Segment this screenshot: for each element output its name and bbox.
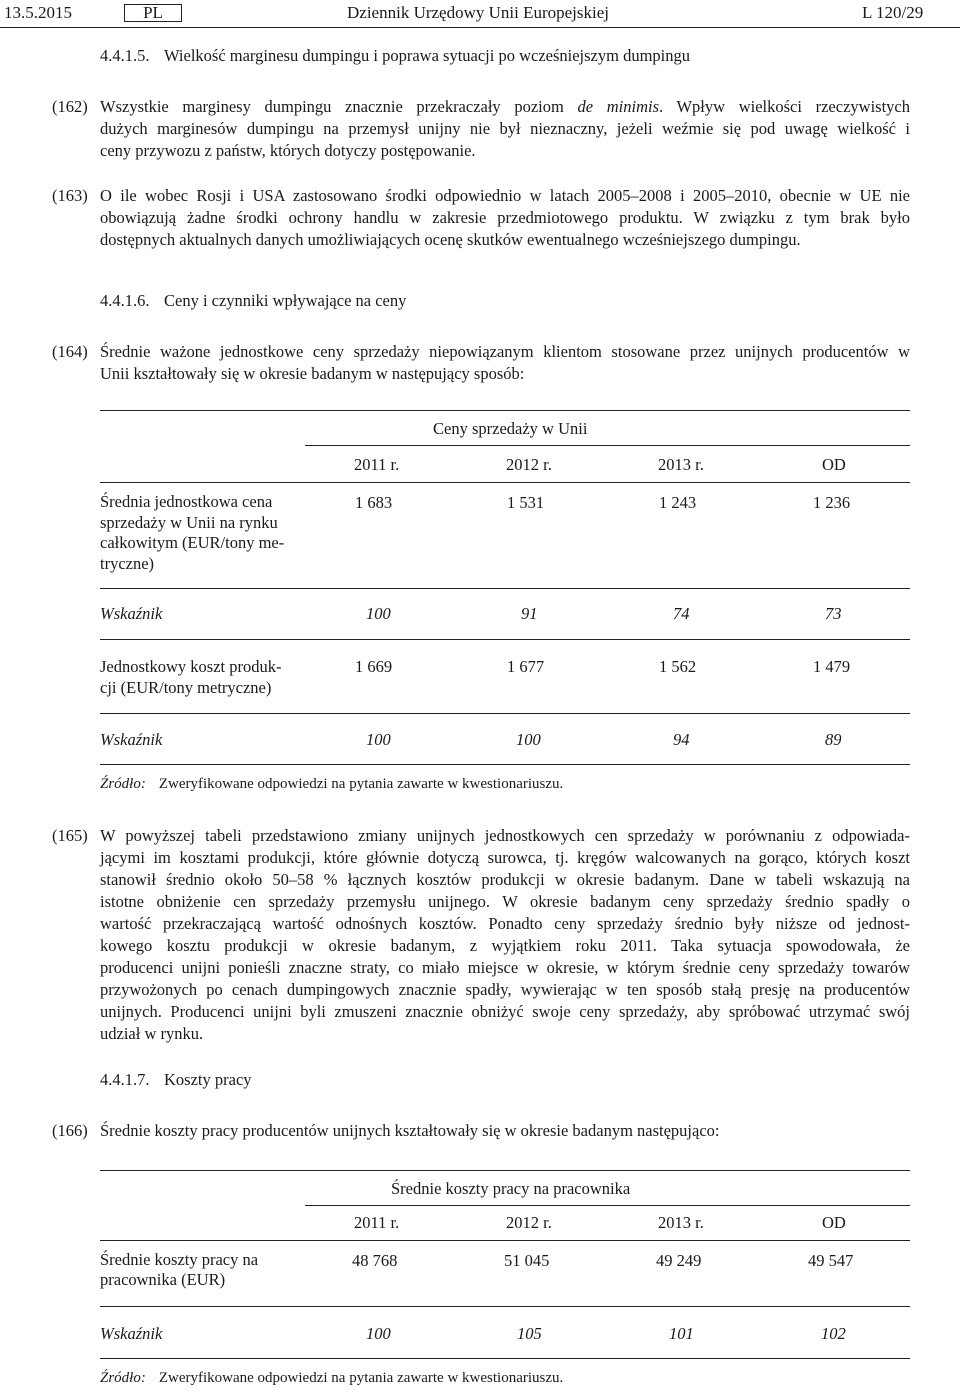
text-line: W powyższej tabeli przedstawiono zmiany unijnych jednostkowych cen sprzedaży w porównaniu z odpowiada- [100, 826, 910, 845]
label-line: Średnia jednostkowa cena [100, 492, 273, 511]
table-rule-caption [305, 445, 910, 446]
table-rule-top [100, 1170, 910, 1171]
text-line: jącymi im kosztami produkcji, które głównie dotyczą surowca, tj. kręgów walcowanych na gorąco, których koszt [100, 848, 910, 867]
column-header: OD [822, 1213, 846, 1232]
text-line [100, 96, 910, 118]
section-number: 4.4.1.5. [100, 46, 150, 65]
table-rule-caption [305, 1205, 910, 1206]
paragraph-number: (165) [52, 826, 88, 845]
paragraph-164 [52, 341, 910, 385]
text-line: ceny przywozu z państw, których dotyczy postępowanie. [100, 141, 476, 160]
column-header: 2012 r. [506, 455, 552, 474]
table-cell: 49 249 [656, 1251, 702, 1270]
text-line: istotne obniżenie cen sprzedaży przemysłu unijnego. W okresie badanym ceny sprzedaży średnio spadły o [100, 892, 910, 911]
table-cell: 94 [673, 730, 690, 749]
table-rule-bottom [100, 764, 910, 765]
paragraph-text [100, 96, 910, 162]
table-cell: 100 [366, 604, 391, 623]
table-cell: 1 479 [813, 657, 851, 676]
section-heading-4-4-1-6 [100, 290, 406, 312]
table-rule-top [100, 410, 910, 411]
section-heading-4-4-1-7 [100, 1069, 252, 1091]
header-date: 13.5.2015 [4, 3, 72, 22]
table-cell: 91 [521, 604, 538, 623]
table-cell: 100 [366, 1324, 391, 1343]
table-cell: 102 [821, 1324, 846, 1343]
text-line: kowego kosztu produkcji w okresie badanym, z wyjątkiem roku 2011. Taka sytuacja spowodowała, że [100, 936, 910, 955]
text-run: Wszystkie marginesy dumpingu znacznie przekraczały poziom [100, 97, 578, 116]
section-heading-4-4-1-5 [100, 45, 690, 67]
source-text: Zweryfikowane odpowiedzi na pytania zawarte w kwestionariuszu. [158, 776, 564, 792]
section-number: 4.4.1.7. [100, 1070, 150, 1089]
text-line: Unii kształtowały się w okresie badanym w następujący sposób: [100, 364, 525, 383]
header-rule [0, 27, 960, 28]
row-label [100, 1250, 258, 1290]
label-line: całkowitym (EUR/tony me- [100, 533, 285, 552]
table-rule-bottom [100, 1358, 910, 1359]
table-cell: 1 562 [659, 657, 697, 676]
table-cell: 105 [517, 1324, 542, 1343]
header-lang-badge [124, 0, 182, 26]
text-line: wartość przekraczającą wartość odnośnych kosztów. Ponadto ceny sprzedaży średnio były niższe od jednost- [100, 914, 910, 933]
column-header: 2013 r. [658, 1213, 704, 1232]
row-label: Wskaźnik [100, 730, 163, 749]
paragraph-number: (163) [52, 186, 88, 205]
italic-term: de minimis [577, 97, 659, 116]
table-rule-row [100, 639, 910, 640]
label-line: cji (EUR/tony metryczne) [100, 678, 272, 697]
text-line: obowiązują żadne środki ochrony handlu w zakresie przedmiotowego produktu. W związku z tym brak było [100, 208, 910, 227]
paragraph-text [100, 825, 910, 1045]
table-source [100, 773, 563, 795]
table-rule-header [100, 482, 910, 483]
table-source [100, 1367, 563, 1389]
table-cell: 100 [366, 730, 391, 749]
text-line: dostępnych aktualnych danych umożliwiających ocenę skutków ewentualnego wcześniejszego dumpingu. [100, 230, 801, 249]
text-line: stanowił średnio około 50–58 % łącznych kosztów produkcji w okresie badanym. Dane w tabeli wskazują na [100, 870, 910, 889]
text-line: udział w rynku. [100, 1024, 204, 1043]
text-line: producenci unijni ponieśli znaczne straty, co miało miejsce w okresie, w którym średnie ceny sprzedaży towarów [100, 958, 910, 977]
table-cell: 1 677 [507, 657, 545, 676]
table-cell: 1 531 [507, 493, 545, 512]
row-label: Wskaźnik [100, 1324, 163, 1343]
paragraph-162 [52, 96, 910, 162]
column-header: 2011 r. [354, 1213, 400, 1232]
table-rule-row [100, 588, 910, 589]
table-cell: 48 768 [352, 1251, 398, 1270]
table-cell: 1 669 [355, 657, 393, 676]
text-line: przywożonych po cenach dumpingowych znacznie spadły, wywierając w ten sposób stałą presję na producentów [100, 980, 910, 999]
text-line: Średnie ważone jednostkowe ceny sprzedaży niepowiązanym klientom stosowane przez unijnych producentów w [100, 342, 910, 361]
text-line: Średnie koszty pracy producentów unijnych kształtowały się w okresie badanym następująco: [100, 1121, 720, 1140]
lang-box: PL [124, 4, 182, 22]
paragraph-163 [52, 185, 910, 251]
source-text: Zweryfikowane odpowiedzi na pytania zawarte w kwestionariuszu. [158, 1370, 564, 1386]
table-rule-header [100, 1240, 910, 1241]
label-line: pracownika (EUR) [100, 1270, 226, 1289]
column-header: 2013 r. [658, 455, 704, 474]
table-cell: 1 243 [659, 493, 697, 512]
source-label: Źródło: [100, 1370, 146, 1386]
paragraph-text [100, 341, 910, 385]
source-label: Źródło: [100, 776, 146, 792]
label-line: Jednostkowy koszt produk- [100, 657, 282, 676]
paragraph-number: (166) [52, 1121, 88, 1140]
table-rule-row [100, 713, 910, 714]
row-label [100, 656, 281, 698]
header-page-ref: L 120/29 [862, 3, 924, 22]
table-cell: 73 [825, 604, 842, 623]
header-journal-title: Dziennik Urzędowy Unii Europejskiej [347, 3, 610, 22]
text-line: O ile wobec Rosji i USA zastosowano środki odpowiednio w latach 2005–2008 i 2005–2010, obecnie w UE nie [100, 186, 910, 205]
table-cell: 1 683 [355, 493, 393, 512]
paragraph-number: (162) [52, 97, 88, 116]
paragraph-165 [52, 825, 910, 1045]
paragraph-text [100, 185, 910, 251]
text-run: . Wpływ wielkości rzeczywistych [659, 97, 910, 116]
paragraph-166 [52, 1120, 910, 1142]
table-cell: 101 [669, 1324, 694, 1343]
table-caption: Średnie koszty pracy na pracownika [391, 1179, 631, 1198]
table-rule-row [100, 1306, 910, 1307]
table-cell: 49 547 [808, 1251, 854, 1270]
column-header: OD [822, 455, 846, 474]
column-header: 2012 r. [506, 1213, 552, 1232]
table-cell: 74 [673, 604, 690, 623]
section-number: 4.4.1.6. [100, 291, 150, 310]
section-title: Ceny i czynniki wpływające na ceny [164, 291, 407, 310]
table-cell: 1 236 [813, 493, 851, 512]
label-line: sprzedaży w Unii na rynku [100, 512, 278, 532]
section-title: Wielkość marginesu dumpingu i poprawa sytuacji po wcześniejszym dumpingu [164, 46, 691, 65]
text-line: unijnych. Producenci unijni byli zmuszeni znacznie obniżyć swoje ceny sprzedaży, aby spróbować utrzymać swój [100, 1002, 910, 1021]
section-title: Koszty pracy [164, 1070, 252, 1089]
row-label [100, 492, 284, 574]
label-line: Średnie koszty pracy na [100, 1250, 259, 1269]
column-header: 2011 r. [354, 455, 400, 474]
row-label: Wskaźnik [100, 604, 163, 623]
paragraph-number: (164) [52, 342, 88, 361]
text-line: dużych marginesów dumpingu na przemysł unijny nie był nieznaczny, jeżeli weźmie się pod uwagę wielkość i [100, 119, 910, 138]
paragraph-text [100, 1120, 910, 1142]
table-cell: 100 [516, 730, 541, 749]
table-caption: Ceny sprzedaży w Unii [433, 419, 588, 438]
label-line: tryczne) [100, 553, 155, 573]
table-cell: 89 [825, 730, 842, 749]
table-cell: 51 045 [504, 1251, 550, 1270]
